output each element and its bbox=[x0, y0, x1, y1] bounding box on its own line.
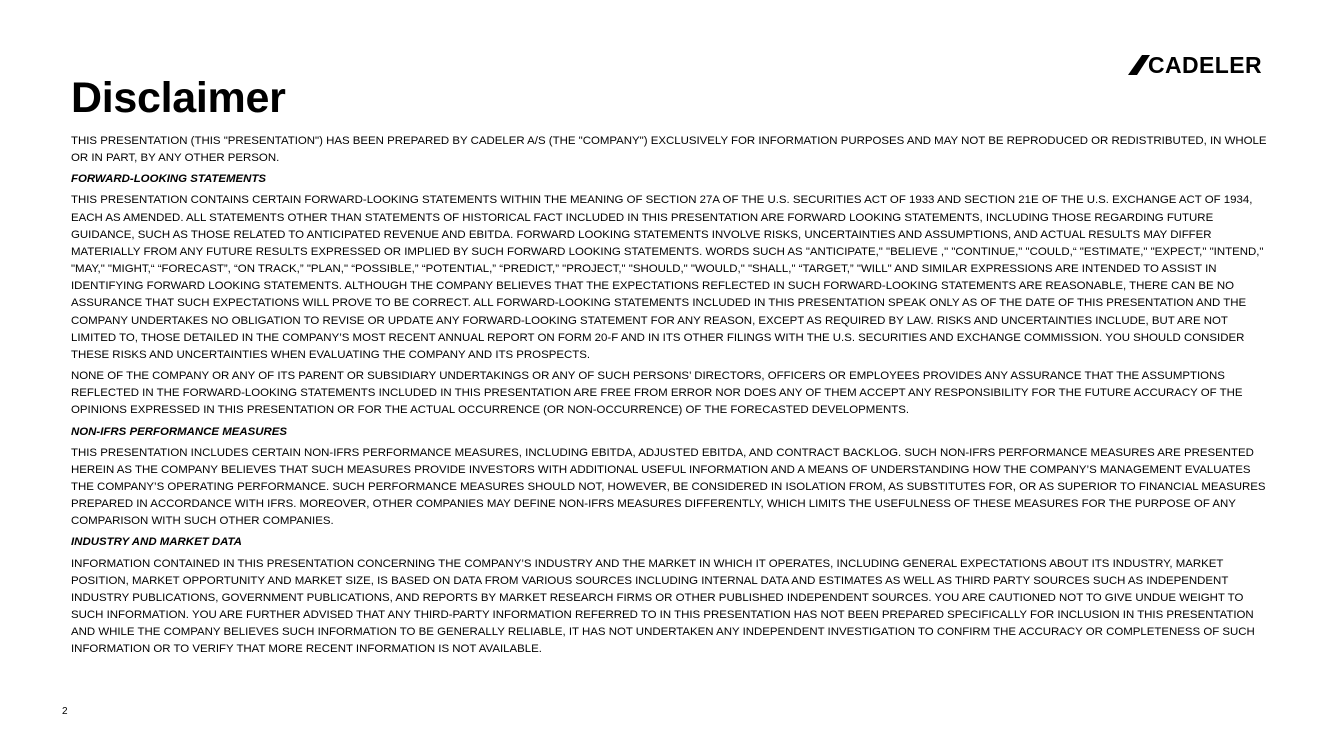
section-heading-industry-market: INDUSTRY AND MARKET DATA bbox=[71, 536, 242, 549]
page-number: 2 bbox=[62, 706, 68, 717]
section-paragraph: THIS PRESENTATION INCLUDES CERTAIN NON-IFRS PERFORMANCE MEASURES, INCLUDING EBITDA, ADJUSTED EBITDA, AND CONTRACT BACKLOG. SUCH NON-IFRS PERFORMANCE MEASURES ARE PRESENTED HEREIN AS THE COMPANY BELIEVES THAT SUCH MEASURES PROVIDE INVESTORS WITH ADDITIONAL USEFUL INFORMATION AND A MEANS OF UNDERSTANDING HOW THE COMPANY’S MANAGEMENT EVALUATES THE COMPANY’S OPERATING PERFORMANCE. SUCH PERFORMANCE MEASURES SHOULD NOT, HOWEVER, BE CONSIDERED IN ISOLATION FROM, AS SUBSTITUTES FOR, OR AS SUPERIOR TO FINANCIAL MEASURES PREPARED IN ACCORDANCE WITH IFRS. MOREOVER, OTHER COMPANIES MAY DEFINE NON-IFRS MEASURES DIFFERENTLY, WHICH LIMITS THE USEFULNESS OF THESE MEASURES FOR THE PURPOSE OF ANY COMPARISON WITH SUCH OTHER COMPANIES. bbox=[71, 446, 1266, 528]
section-heading-non-ifrs: NON-IFRS PERFORMANCE MEASURES bbox=[71, 425, 288, 438]
intro-paragraph: THIS PRESENTATION (THIS "PRESENTATION") HAS BEEN PREPARED BY CADELER A/S (THE "COMPANY") EXCLUSIVELY FOR INFORMATION PURPOSES AND MAY NOT BE REPRODUCED OR REDISTRIBUTED, IN WHOLE OR IN PART, BY ANY OTHER PERSON. bbox=[71, 135, 1267, 165]
section-paragraph: THIS PRESENTATION CONTAINS CERTAIN FORWARD-LOOKING STATEMENTS WITHIN THE MEANING OF SECTION 27A OF THE U.S. SECURITIES ACT OF 1933 AND SECTION 21E OF THE U.S. EXCHANGE ACT OF 1934, EACH AS AMENDED. ALL STATEMENTS OTHER THAN STATEMENTS OF HISTORICAL FACT INCLUDED IN THIS PRESENTATION ARE FORWARD LOOKING STATEMENTS, INCLUDING THOSE REGARDING FUTURE GUIDANCE, SUCH AS THOSE RELATED TO ANTICIPATED REVENUE AND EBITDA. FORWARD LOOKING STATEMENTS INVOLVE RISKS, UNCERTAINTIES AND ASSUMPTIONS, AND ACTUAL RESULTS MAY DIFFER MATERIALLY FROM ANY FUTURE RESULTS EXPRESSED OR IMPLIED BY SUCH FORWARD LOOKING STATEMENTS. WORDS SUCH AS "ANTICIPATE," "BELIEVE ," "CONTINUE," "COULD,“ "ESTIMATE," "EXPECT," "INTEND," "MAY," "MIGHT,“ “FORECAST”, “ON TRACK,” "PLAN," “POSSIBLE,” “POTENTIAL,” “PREDICT,” "PROJECT," "SHOULD," "WOULD," "SHALL," “TARGET,” "WILL" AND SIMILAR EXPRESSIONS ARE INTENDED TO ASSIST IN IDENTIFYING FORWARD LOOKING STATEMENTS. ALTHOUGH THE COMPANY BELIEVES THAT THE EXPECTATIONS REFLECTED IN SUCH FORWARD-LOOKING STATEMENTS ARE REASONABLE, THERE CAN BE NO ASSURANCE THAT SUCH EXPECTATIONS WILL PROVE TO BE CORRECT. ALL FORWARD-LOOKING STATEMENTS INCLUDED IN THIS PRESENTATION SPEAK ONLY AS OF THE DATE OF THIS PRESENTATION AND THE COMPANY UNDERTAKES NO OBLIGATION TO REVISE OR UPDATE ANY FORWARD-LOOKING STATEMENT FOR ANY REASON, EXCEPT AS REQUIRED BY LAW. RISKS AND UNCERTAINTIES INCLUDE, BUT ARE NOT LIMITED TO, THOSE DETAILED IN THE COMPANY’S MOST RECENT ANNUAL REPORT ON FORM 20-F AND IN ITS OTHER FILINGS WITH THE U.S. SECURITIES AND EXCHANGE COMMISSION. YOU SHOULD CONSIDER THESE RISKS AND UNCERTAINTIES WHEN EVALUATING THE COMPANY AND ITS PROSPECTS. bbox=[71, 194, 1264, 361]
section-paragraph: NONE OF THE COMPANY OR ANY OF ITS PARENT OR SUBSIDIARY UNDERTAKINGS OR ANY OF SUCH PERSONS’ DIRECTORS, OFFICERS OR EMPLOYEES PROVIDES ANY ASSURANCE THAT THE ASSUMPTIONS REFLECTED IN THE FORWARD-LOOKING STATEMENTS INCLUDED IN THIS PRESENTATION ARE FREE FROM ERROR NOR DOES ANY OF THEM ACCEPT ANY RESPONSIBILITY FOR THE FUTURE ACCURACY OF THE OPINIONS EXPRESSED IN THIS PRESENTATION OR FOR THE ACTUAL OCCURRENCE (OR NON-OCCURRENCE) OF THE FORECASTED DEVELOPMENTS. bbox=[71, 370, 1243, 417]
cadeler-slash-icon bbox=[1128, 55, 1150, 75]
brand-logo bbox=[1128, 53, 1262, 77]
page-title: Disclaimer bbox=[71, 74, 286, 122]
section-heading-forward-looking: FORWARD-LOOKING STATEMENTS bbox=[71, 173, 267, 186]
disclaimer-body bbox=[71, 133, 1271, 663]
section-paragraph: INFORMATION CONTAINED IN THIS PRESENTATION CONCERNING THE COMPANY’S INDUSTRY AND THE MARKET IN WHICH IT OPERATES, INCLUDING GENERAL EXPECTATIONS ABOUT ITS INDUSTRY, MARKET POSITION, MARKET OPPORTUNITY AND MARKET SIZE, IS BASED ON DATA FROM VARIOUS SOURCES INCLUDING INTERNAL DATA AND ESTIMATES AS WELL AS THIRD PARTY SOURCES SUCH AS INDEPENDENT INDUSTRY PUBLICATIONS, GOVERNMENT PUBLICATIONS, AND REPORTS BY MARKET RESEARCH FIRMS OR OTHER PUBLISHED INDEPENDENT SOURCES. YOU ARE CAUTIONED NOT TO GIVE UNDUE WEIGHT TO SUCH INFORMATION. YOU ARE FURTHER ADVISED THAT ANY THIRD-PARTY INFORMATION REFERRED TO IN THIS PRESENTATION HAS NOT BEEN PREPARED SPECIFICALLY FOR INCLUSION IN THIS PRESENTATION AND WHILE THE COMPANY BELIEVES SUCH INFORMATION TO BE GENERALLY RELIABLE, IT HAS NOT UNDERTAKEN ANY INDEPENDENT INVESTIGATION TO CONFIRM THE ACCURACY OR COMPLETENESS OF SUCH INFORMATION OR TO VERIFY THAT MORE RECENT INFORMATION IS NOT AVAILABLE. bbox=[71, 557, 1255, 656]
brand-name: CADELER bbox=[1148, 52, 1262, 78]
